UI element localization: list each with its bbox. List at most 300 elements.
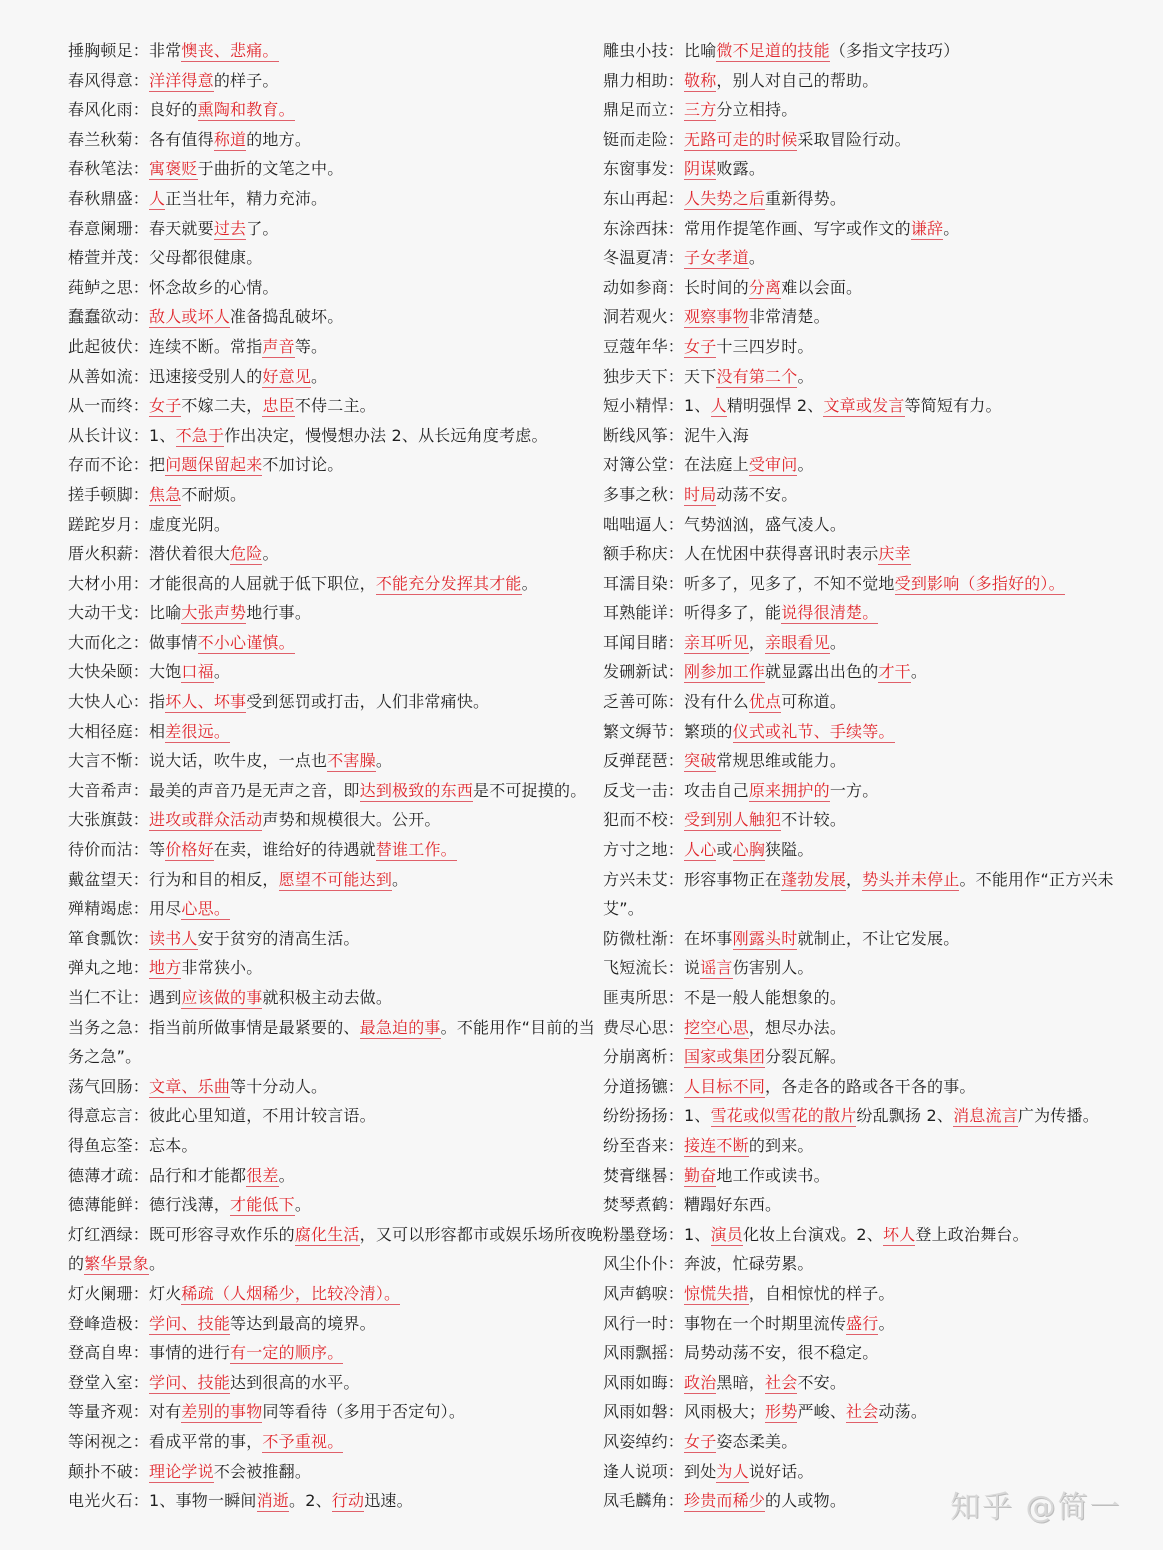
idiom-entry: [603, 746, 1143, 776]
idiom-entry: [603, 1072, 1143, 1102]
definition-text: 达到很高的水平。: [230, 1372, 360, 1392]
highlighted-keyword: 才能低下: [230, 1195, 295, 1215]
highlighted-keyword: 坏人: [883, 1224, 916, 1244]
idiom-entry: [603, 214, 1143, 244]
idiom-term: 春秋笔法：: [68, 159, 150, 179]
definition-text: 等达到最高的境界。: [230, 1313, 376, 1333]
highlighted-keyword: 忠臣: [262, 396, 295, 416]
definition-text: 不是一般人能想象的。: [684, 988, 847, 1007]
idiom-entry: [68, 391, 608, 421]
definition-text: 比喻: [149, 603, 182, 623]
highlighted-keyword: 才干: [878, 662, 911, 682]
definition-text: 。: [311, 366, 328, 386]
highlighted-keyword: 腐化生活: [294, 1224, 360, 1244]
definition-text: 听得多了，能: [684, 603, 782, 623]
idiom-term: 风雨飘摇：: [603, 1343, 685, 1363]
idiom-term: 风行一时：: [603, 1313, 685, 1333]
highlighted-keyword: 学问、技能: [149, 1313, 231, 1333]
idiom-term: 弹丸之地：: [68, 958, 150, 978]
idiom-entry: [603, 1013, 1143, 1043]
idiom-entry: [603, 154, 1143, 184]
highlighted-keyword: 达到极致的东西: [359, 780, 474, 800]
idiom-term: 等闲视之：: [68, 1431, 150, 1451]
definition-text: 同等看待（多用于否定句）。: [262, 1402, 466, 1422]
idiom-term: 戴盆望天：: [68, 869, 150, 889]
highlighted-keyword: 形势: [765, 1402, 798, 1422]
idiom-entry: [68, 214, 608, 244]
highlighted-keyword: 理论学说: [149, 1461, 214, 1481]
definition-text: 的人或物。: [765, 1491, 847, 1511]
definition-text: 姿态柔美。: [716, 1431, 798, 1451]
idiom-entry: [603, 184, 1143, 214]
definition-text: 遇到: [149, 988, 182, 1007]
highlighted-keyword: 受到别人触犯: [684, 810, 782, 830]
idiom-term: 待价而沽：: [68, 840, 150, 860]
idiom-term: 鼎足而立：: [603, 100, 685, 120]
idiom-term: 莼鲈之思：: [68, 277, 150, 297]
idiom-term: 大张旗鼓：: [68, 810, 150, 830]
idiom-term: 从长计议：: [68, 425, 150, 445]
idiom-term: 荡气回肠：: [68, 1076, 150, 1096]
idiom-entry: [603, 243, 1143, 273]
definition-text: ，想尽办法。: [748, 1017, 847, 1037]
idiom-term: 此起彼伏：: [68, 336, 150, 356]
idiom-term: 耳闻目睹：: [603, 632, 685, 652]
idiom-term: 春风得意：: [68, 70, 150, 90]
definition-text: 。: [943, 218, 960, 238]
definition-text: 才能很高的人屈就于低下职位，: [149, 573, 376, 593]
highlighted-keyword: 社会: [846, 1402, 879, 1422]
highlighted-keyword: 盛行: [846, 1313, 879, 1333]
idiom-term: 殚精竭虑：: [68, 899, 150, 919]
highlighted-keyword: 问题保留起来: [165, 455, 263, 475]
idiom-entry: [68, 746, 608, 776]
definition-text: 1、: [684, 1106, 711, 1126]
idiom-term: 焚膏继晷：: [603, 1165, 685, 1185]
definition-text: 。: [294, 1195, 312, 1215]
idiom-term: 大动干戈：: [68, 603, 150, 623]
idiom-term: 独步天下：: [603, 366, 685, 386]
definition-text: 。: [797, 455, 814, 475]
highlighted-keyword: 有一定的顺序。: [230, 1343, 344, 1363]
definition-text: 难以会面。: [781, 277, 863, 297]
highlighted-keyword: 受审问: [748, 455, 798, 475]
idiom-entry: [603, 865, 1143, 924]
highlighted-keyword: 地方: [149, 958, 182, 978]
idiom-entry: [603, 36, 1143, 66]
definition-text: 。: [262, 544, 279, 564]
definition-text: 了。: [246, 218, 279, 238]
highlighted-keyword: 分离: [748, 277, 782, 297]
idiom-entry: [603, 657, 1143, 687]
idiom-entry: [68, 1220, 608, 1279]
highlighted-keyword: 勤奋: [684, 1165, 717, 1185]
definition-text: 没有什么: [684, 692, 749, 712]
highlighted-keyword: 好意见: [262, 366, 312, 386]
idiom-entry: [603, 302, 1143, 332]
idiom-entry: [603, 1101, 1143, 1131]
highlighted-keyword: 惊慌失措: [684, 1283, 749, 1303]
idiom-term: 雕虫小技：: [603, 41, 685, 60]
definition-text: 狭隘。: [765, 840, 814, 860]
highlighted-keyword: 敬称: [684, 70, 717, 90]
idiom-entry: [603, 66, 1143, 96]
definition-text: 忘本。: [149, 1135, 198, 1155]
definition-text: 春天就要: [149, 218, 214, 238]
highlighted-keyword: 人: [710, 396, 727, 416]
definition-text: 广为传播。: [1017, 1106, 1099, 1126]
definition-text: 事情的进行: [149, 1343, 231, 1363]
idiom-term: 飞短流长：: [603, 958, 685, 978]
highlighted-keyword: 雪花或似雪花的散片: [710, 1106, 857, 1126]
definition-text: 繁琐的: [684, 721, 733, 741]
highlighted-keyword: 过去: [213, 218, 247, 238]
highlighted-keyword: 女子: [684, 336, 717, 356]
idiom-term: 蠢蠢欲动：: [68, 307, 150, 327]
idiom-term: 登峰造极：: [68, 1313, 150, 1333]
definition-text: 做事情: [149, 632, 198, 652]
highlighted-keyword: 很差: [246, 1165, 279, 1185]
definition-text: 。: [748, 248, 766, 268]
definition-text: 迅速。: [364, 1491, 413, 1511]
idiom-entry: [68, 36, 608, 66]
definition-text: 品行和才能都: [149, 1165, 247, 1185]
highlighted-keyword: 微不足道的技能: [716, 41, 830, 60]
idiom-term: 春秋鼎盛：: [68, 188, 150, 208]
idiom-term: 东窗事发：: [603, 159, 685, 179]
idiom-term: 德薄能鲜：: [68, 1195, 150, 1215]
definition-text: 非常狭小。: [181, 958, 263, 978]
highlighted-keyword: 应该做的事: [181, 988, 263, 1007]
idiom-entry: [68, 1072, 608, 1102]
definition-text: 黑暗，: [716, 1372, 766, 1392]
definition-text: 。: [278, 1165, 295, 1185]
definition-text: 等简短有力。: [904, 396, 1002, 416]
idiom-entry: [68, 450, 608, 480]
highlighted-keyword: 时局: [684, 484, 717, 504]
highlighted-keyword: 蓬勃发展: [781, 869, 847, 889]
definition-text: 等: [149, 840, 166, 860]
idiom-entry: [603, 1249, 1143, 1279]
highlighted-keyword: 谦辞: [910, 218, 944, 238]
idiom-entry: [603, 687, 1143, 717]
highlighted-keyword: 人目标不同: [684, 1076, 766, 1096]
idiom-entry: [68, 598, 608, 628]
definition-text: 精明强悍 2、: [726, 396, 824, 416]
highlighted-keyword: 消逝: [256, 1491, 290, 1511]
idiom-term: 分道扬镳：: [603, 1076, 685, 1096]
highlighted-keyword: 亲耳听见: [684, 632, 749, 652]
idiom-entry: [68, 717, 608, 747]
idiom-term: 大言不惭：: [68, 751, 150, 771]
idiom-entry: [68, 1131, 608, 1161]
idiom-term: 粉墨登场：: [603, 1224, 685, 1244]
highlighted-keyword: 最急迫的事: [359, 1017, 441, 1037]
idiom-entry: [603, 450, 1143, 480]
definition-text: 说: [684, 958, 701, 978]
highlighted-keyword: 为人: [716, 1461, 749, 1481]
definition-text: 在坏事: [684, 928, 733, 948]
idiom-term: 繁文缛节：: [603, 721, 685, 741]
highlighted-keyword: 不能充分发挥其才能: [375, 573, 522, 593]
highlighted-keyword: 原来拥护的: [748, 780, 830, 800]
definition-text: 。: [375, 751, 393, 771]
idiom-term: 额手称庆：: [603, 544, 685, 564]
idiom-term: 大快朵颐：: [68, 662, 150, 682]
definition-text: 或: [716, 840, 733, 860]
definition-text: 准备捣乱破坏。: [230, 307, 344, 327]
definition-text: 各有值得: [149, 129, 214, 149]
highlighted-keyword: 接连不断: [684, 1135, 749, 1155]
highlighted-keyword: 行动: [331, 1491, 365, 1511]
idiom-entry: [68, 362, 608, 392]
idiom-entry: [603, 95, 1143, 125]
idiom-term: 分崩离析：: [603, 1047, 685, 1067]
definition-text: 形容事物正在: [684, 869, 782, 889]
idiom-term: 春风化雨：: [68, 100, 150, 120]
idiom-term: 春意阑珊：: [68, 218, 150, 238]
highlighted-keyword: 仪式或礼节、手续等。: [732, 721, 895, 741]
definition-text: 动荡。: [878, 1402, 928, 1422]
definition-text: ，: [846, 869, 863, 889]
left-column: [68, 36, 608, 1516]
definition-text: 非常清楚。: [748, 307, 830, 327]
idiom-entry: [68, 154, 608, 184]
definition-text: ，别人对自己的帮助。: [716, 70, 879, 90]
right-column: [603, 36, 1143, 1516]
idiom-term: 断线风筝：: [603, 425, 685, 445]
highlighted-keyword: 无路可走的时候: [684, 129, 798, 149]
definition-text: 事物在一个时期里流传: [684, 1313, 847, 1333]
idiom-entry: [68, 539, 608, 569]
definition-text: 登上政治舞台。: [915, 1224, 1029, 1244]
highlighted-keyword: 危险: [230, 544, 263, 564]
highlighted-keyword: 声音: [262, 336, 295, 356]
idiom-entry: [68, 569, 608, 599]
definition-text: 受到惩罚或打击，人们非常痛快。: [246, 692, 490, 712]
idiom-term: 风雨如磐：: [603, 1402, 685, 1422]
definition-text: 虚度光阴。: [149, 514, 231, 534]
highlighted-keyword: 受到影响（多指好的）。: [894, 573, 1065, 593]
definition-text: （多指文字技巧）: [829, 41, 960, 60]
highlighted-keyword: 庆幸: [878, 544, 911, 564]
idiom-entry: [603, 983, 1143, 1013]
definition-text: 作出决定，慢慢想办法 2、从长远角度考虑。: [224, 425, 548, 445]
idiom-entry: [68, 66, 608, 96]
idiom-entry: [68, 302, 608, 332]
idiom-entry: [603, 125, 1143, 155]
idiom-entry: [68, 628, 608, 658]
definition-text: 就制止，不让它发展。: [797, 928, 960, 948]
definition-text: 。: [829, 632, 847, 652]
idiom-entry: [603, 1338, 1143, 1368]
definition-text: 局势动荡不安，很不稳定。: [684, 1343, 879, 1363]
definition-text: 就积极主动去做。: [262, 988, 393, 1007]
idiom-term: 当仁不让：: [68, 988, 150, 1007]
definition-text: 败露。: [716, 159, 766, 179]
highlighted-keyword: 优点: [748, 692, 782, 712]
idiom-term: 鼎力相助：: [603, 70, 685, 90]
idiom-entry: [68, 510, 608, 540]
highlighted-keyword: 差别的事物: [181, 1402, 263, 1422]
idiom-term: 多事之秋：: [603, 484, 685, 504]
definition-text: 伤害别人。: [732, 958, 814, 978]
definition-text: 等。: [294, 336, 328, 356]
highlighted-keyword: 文章或发言: [823, 396, 905, 416]
idiom-term: 焚琴煮鹤：: [603, 1195, 685, 1215]
idiom-term: 箪食瓢饮：: [68, 928, 150, 948]
idiom-entry: [68, 835, 608, 865]
definition-text: 纷乱飘扬 2、: [856, 1106, 954, 1126]
idiom-entry: [68, 332, 608, 362]
highlighted-keyword: 心思。: [181, 899, 231, 919]
idiom-entry: [68, 125, 608, 155]
definition-text: 比喻: [684, 41, 717, 60]
definition-text: 。: [149, 1254, 166, 1274]
idiom-term: 得意忘言：: [68, 1106, 150, 1126]
highlighted-keyword: 刚露头时: [732, 928, 798, 948]
idiom-entry: [603, 835, 1143, 865]
idiom-term: 反戈一击：: [603, 780, 685, 800]
definition-text: 就显露出出色的: [765, 662, 879, 682]
idiom-entry: [603, 362, 1143, 392]
definition-text: 说大话，吹牛皮，一点也: [149, 751, 328, 771]
definition-text: ，各走各的路或各干各的事。: [765, 1076, 976, 1096]
highlighted-keyword: 刚参加工作: [684, 662, 766, 682]
idiom-term: 大快人心：: [68, 692, 150, 712]
definition-text: 。: [797, 366, 814, 386]
idiom-term: 耳濡目染：: [603, 573, 685, 593]
definition-text: 不嫁二夫，: [181, 396, 263, 416]
idiom-term: 犯而不校：: [603, 810, 685, 830]
definition-text: 风雨极大；: [684, 1402, 766, 1422]
idiom-term: 匪夷所思：: [603, 988, 685, 1007]
idiom-term: 东山再起：: [603, 188, 685, 208]
highlighted-keyword: 人心: [684, 840, 717, 860]
idiom-entry: [603, 1131, 1143, 1161]
definition-text: ，自相惊忧的样子。: [748, 1283, 895, 1303]
idiom-term: 风声鹤唳：: [603, 1283, 685, 1303]
idiom-entry: [68, 865, 608, 895]
idiom-term: 纷纷扬扬：: [603, 1106, 685, 1126]
idiom-entry: [603, 1427, 1143, 1457]
definition-text: 不安。: [797, 1372, 847, 1392]
idiom-entry: [603, 598, 1143, 628]
definition-text: 连续不断。常指: [149, 336, 263, 356]
highlighted-keyword: 突破: [684, 751, 717, 771]
highlighted-keyword: 女子: [149, 396, 182, 416]
idiom-entry: [68, 184, 608, 214]
definition-text: 正当壮年，精力充沛。: [165, 188, 328, 208]
definition-text: 声势和规模很大。公开。: [262, 810, 441, 830]
definition-text: 1、事物一瞬间: [149, 1491, 257, 1511]
idiom-entry: [68, 776, 608, 806]
definition-text: 1、: [684, 396, 711, 416]
definition-text: 相: [149, 721, 166, 741]
definition-text: 。: [910, 662, 928, 682]
idiom-term: 方寸之地：: [603, 840, 685, 860]
highlighted-keyword: 稀疏（人烟稀少，比较冷清）。: [181, 1283, 401, 1303]
highlighted-keyword: 不害臊: [327, 751, 376, 771]
definition-text: 于曲折的文笔之中。: [197, 159, 344, 179]
idiom-entry: [603, 480, 1143, 510]
idiom-entry: [603, 391, 1143, 421]
definition-text: 德行浅薄，: [149, 1195, 231, 1215]
highlighted-keyword: 观察事物: [684, 307, 749, 327]
idiom-entry: [603, 1161, 1143, 1191]
definition-text: 大饱: [149, 662, 182, 682]
idiom-term: 德薄才疏：: [68, 1165, 150, 1185]
idiom-entry: [603, 628, 1143, 658]
idiom-entry: [603, 953, 1143, 983]
definition-text: 。不能用作“正方兴未艾”。: [603, 869, 1114, 919]
highlighted-keyword: 洋洋得意: [149, 70, 214, 90]
definition-text: 看成平常的事，: [149, 1431, 263, 1451]
highlighted-keyword: 人: [149, 188, 166, 208]
idiom-term: 发硎新试：: [603, 662, 685, 682]
highlighted-keyword: 谣言: [700, 958, 733, 978]
definition-text: 天下: [684, 366, 717, 386]
idiom-term: 风尘仆仆：: [603, 1254, 685, 1274]
highlighted-keyword: 愿望不可能达到: [278, 869, 393, 889]
idiom-entry: [68, 1013, 608, 1072]
highlighted-keyword: 熏陶和教育。: [197, 100, 295, 120]
idiom-term: 电光火石：: [68, 1491, 150, 1511]
idiom-entry: [68, 1190, 608, 1220]
definition-text: 在法庭上: [684, 455, 749, 475]
definition-text: 。不能用作“目前的当务之急”。: [68, 1017, 595, 1067]
highlighted-keyword: 女子: [684, 1431, 717, 1451]
idiom-entry: [68, 243, 608, 273]
highlighted-keyword: 演员: [710, 1224, 744, 1244]
idiom-term: 登堂入室：: [68, 1372, 150, 1392]
definition-text: ，又可以形容都市或娱乐场所夜晚的: [68, 1224, 603, 1274]
highlighted-keyword: 子女孝道: [684, 248, 749, 268]
idiom-term: 蹉跎岁月：: [68, 514, 150, 534]
idiom-entry: [68, 805, 608, 835]
definition-text: 最美的声音乃是无声之音，即: [149, 780, 360, 800]
definition-text: 1、: [684, 1224, 711, 1244]
definition-text: 怀念故乡的心情。: [149, 277, 279, 297]
definition-text: 不计较。: [781, 810, 847, 830]
idiom-entry: [603, 717, 1143, 747]
definition-text: 父母都很健康。: [149, 248, 263, 268]
highlighted-keyword: 不急于: [175, 425, 225, 445]
idiom-term: 反弹琵琶：: [603, 751, 685, 771]
idiom-entry: [68, 1279, 608, 1309]
idiom-entry: [603, 569, 1143, 599]
idiom-entry: [68, 983, 608, 1013]
idiom-term: 厝火积薪：: [68, 544, 150, 564]
highlighted-keyword: 政治: [684, 1372, 717, 1392]
definition-text: 。2、: [289, 1491, 332, 1511]
idiom-entry: [68, 95, 608, 125]
definition-text: 听多了，见多了，不知不觉地: [684, 573, 895, 593]
idiom-entry: [68, 1397, 608, 1427]
idiom-entry: [68, 924, 608, 954]
idiom-term: 对簿公堂：: [603, 455, 685, 475]
idiom-term: 得鱼忘筌：: [68, 1135, 150, 1155]
highlighted-keyword: 挖空心思: [684, 1017, 749, 1037]
definition-text: 彼此心里知道，不用计较言语。: [149, 1106, 376, 1126]
definition-text: 。: [521, 573, 538, 593]
idiom-term: 防微杜渐：: [603, 928, 685, 948]
definition-text: 长时间的: [684, 277, 749, 297]
idiom-term: 捶胸顿足：: [68, 41, 150, 60]
definition-text: 潜伏着很大: [149, 544, 231, 564]
definition-text: 的样子。: [213, 70, 279, 90]
highlighted-keyword: 阴谋: [684, 159, 717, 179]
